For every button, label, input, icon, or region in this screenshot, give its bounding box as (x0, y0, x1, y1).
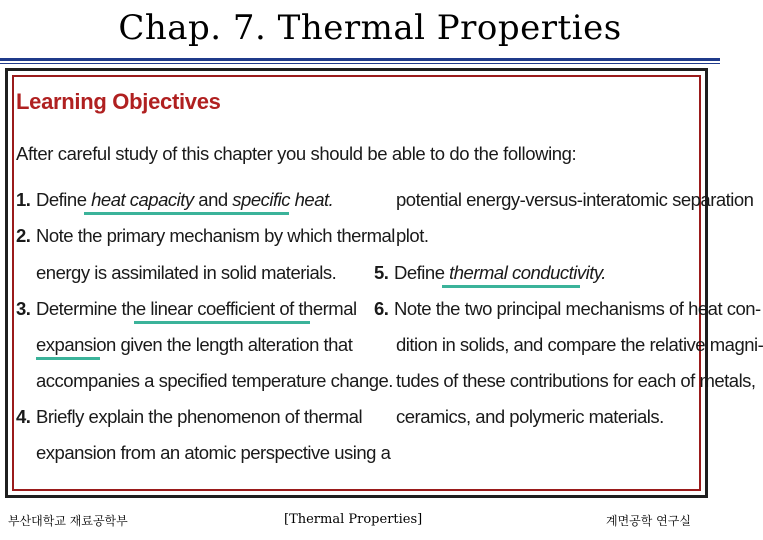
footer-center: [Thermal Properties] (284, 512, 423, 527)
objective-text: given the length alteration that (115, 334, 353, 355)
objective-text: Define (394, 262, 450, 283)
objective-5 (374, 262, 606, 284)
objective-text: Briefly explain the phenomenon of thermal (36, 406, 363, 427)
slide-title: Chap. 7. Thermal Properties (118, 8, 622, 48)
objective-number: 4. (16, 406, 31, 427)
objective-4-line-1 (16, 406, 362, 428)
objective-text: Note the primary mechanism by which thermal (36, 225, 395, 246)
panel-intro: After careful study of this chapter you should be able to do the following: (16, 143, 577, 164)
objective-4-cont-line-2 (396, 225, 428, 247)
objective-1 (16, 189, 333, 211)
objective-text: expansion from an atomic perspective using a (36, 442, 391, 463)
objective-3-line-1 (16, 298, 357, 320)
objective-6-line-2 (396, 334, 763, 356)
objective-text: accompanies a specified temperature change. (36, 370, 393, 391)
underline-thermal-conductivity (442, 285, 580, 288)
objective-text: Define (36, 189, 92, 210)
footer-right: 계면공학 연구실 (606, 514, 691, 528)
objective-text: and (193, 189, 233, 210)
objective-2-line-2 (36, 262, 336, 284)
objective-3-line-2 (36, 334, 352, 356)
objective-text: ceramics, and polymeric materials. (396, 406, 664, 427)
title-rule (0, 58, 720, 61)
objective-number: 2. (16, 225, 31, 246)
objective-6-line-3 (396, 370, 756, 392)
objective-text: energy is assimilated in solid materials. (36, 262, 337, 283)
objective-number: 5. (374, 262, 389, 283)
panel-heading: Learning Objectives (16, 89, 221, 114)
underline-heat-capacity (84, 212, 289, 215)
term-thermal-conductivity: thermal conductivity. (449, 262, 606, 283)
objective-2-line-1 (16, 225, 395, 247)
objective-text: potential energy-versus-interatomic separation (396, 189, 754, 210)
objective-text: plot. (396, 225, 429, 246)
term-expansion: expansion (36, 334, 116, 355)
objective-text: Determine the (36, 298, 151, 319)
objective-4-cont-line-1 (396, 189, 753, 211)
objective-number: 3. (16, 298, 31, 319)
objective-6-line-1 (374, 298, 761, 320)
objective-6-line-4 (396, 406, 664, 428)
term-linear-coefficient: linear coefficient of thermal (150, 298, 357, 319)
underline-expansion (36, 357, 100, 360)
objective-number: 6. (374, 298, 389, 319)
objective-3-line-3 (36, 370, 393, 392)
objective-number: 1. (16, 189, 31, 210)
objective-text: tudes of these contributions for each of metals, (396, 370, 756, 391)
objective-text: Note the two principal mechanisms of heat con- (394, 298, 761, 319)
objective-4-line-2 (36, 442, 390, 464)
underline-linear-coefficient (134, 321, 310, 324)
objective-text: dition in solids, and compare the relative magni- (396, 334, 763, 355)
title-rule-thin (0, 63, 720, 64)
footer-left: 부산대학교 재료공학부 (8, 514, 128, 528)
term-heat-capacity: heat capacity (91, 189, 194, 210)
objectives-panel (5, 68, 763, 498)
term-specific-heat: specific heat. (232, 189, 334, 210)
